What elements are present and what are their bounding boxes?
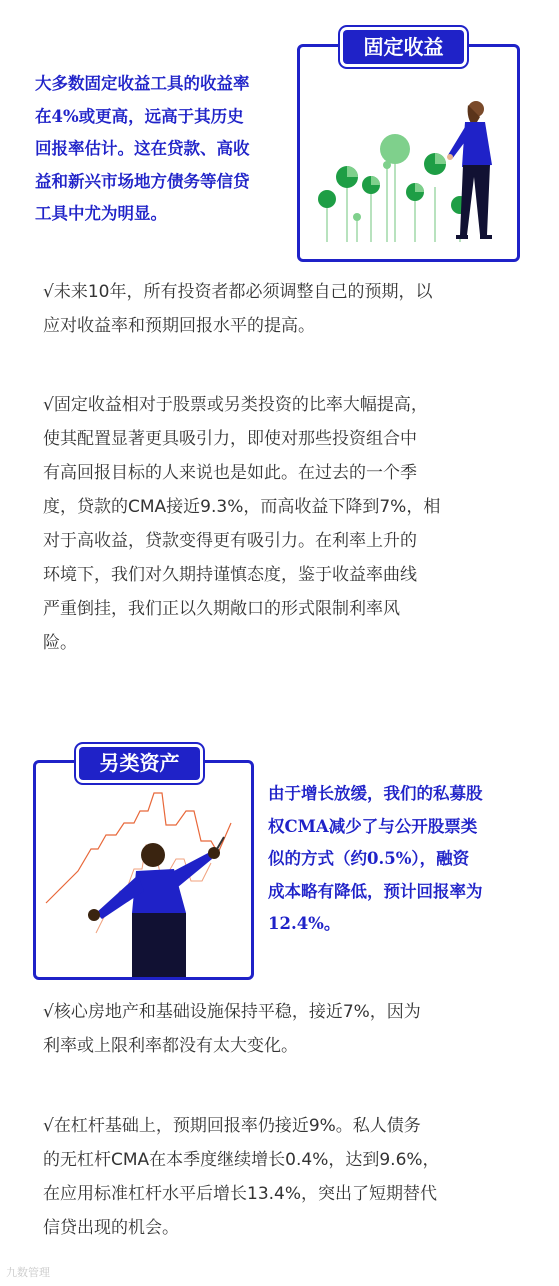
paragraph-line: 使其配置显著更具吸引力，即使对那些投资组合中 xyxy=(43,429,417,449)
paragraph-line: 应对收益率和预期回报水平的提高。 xyxy=(43,316,315,336)
summary-line: 成本略有降低，预计回报率为 xyxy=(268,881,483,901)
paragraph-line: 险。 xyxy=(43,633,77,653)
paragraph-line: 信贷出现的机会。 xyxy=(43,1218,179,1238)
summary-line: 益和新兴市场地方债务等信贷 xyxy=(35,171,250,191)
paragraph-line: 度，贷款的CMA接近9.3%，而高收益下降到7%，相 xyxy=(43,497,441,517)
fixed-income-illustration-frame xyxy=(297,44,520,262)
paragraph-line: 利率或上限利率都没有太大变化。 xyxy=(43,1036,298,1056)
paragraph-real-estate xyxy=(43,995,521,1063)
paragraph-line: 环境下，我们对久期持谨慎态度，鉴于收益率曲线 xyxy=(43,565,417,585)
section-tag-fixed-income: 固定收益 xyxy=(343,30,464,64)
section-tag-alternatives: 另类资产 xyxy=(79,747,200,780)
summary-line: 工具中尤为明显。 xyxy=(35,204,167,223)
summary-line: 由于增长放缓，我们的私募股 xyxy=(268,784,483,803)
man-drawing-chart-illustration xyxy=(36,763,251,977)
fixed-income-summary xyxy=(35,68,297,231)
summary-line: 大多数固定收益工具的收益率 xyxy=(35,74,250,93)
paragraph-line: 严重倒挂，我们正以久期敞口的形式限制利率风 xyxy=(43,599,400,619)
alternatives-illustration-frame xyxy=(33,760,254,980)
summary-line: 回报率估计。这在贷款、高收 xyxy=(35,139,250,158)
summary-line: 12.4%。 xyxy=(268,914,341,933)
paragraph-line: √核心房地产和基础设施保持平稳，接近7%，因为 xyxy=(43,1002,421,1022)
summary-line: 似的方式（约0.5%），融资 xyxy=(268,849,470,868)
summary-line: 在4%或更高，远高于其历史 xyxy=(35,106,244,126)
woman-with-chart-illustration xyxy=(300,47,517,259)
summary-line: 权CMA减少了与公开股票类 xyxy=(268,816,478,836)
paragraph-line: 有高回报目标的人来说也是如此。在过去的一个季 xyxy=(43,463,417,483)
paragraph-line: √固定收益相对于股票或另类投资的比率大幅提高， xyxy=(43,395,428,415)
paragraph-fixed-income-detail xyxy=(43,388,521,660)
paragraph-line: √未来10年，所有投资者都必须调整自己的预期，以 xyxy=(43,282,433,302)
alternatives-summary xyxy=(268,778,538,941)
paragraph-line: 对于高收益，贷款变得更有吸引力。在利率上升的 xyxy=(43,531,417,551)
paragraph-line: 在应用标准杠杆水平后增长13.4%，突出了短期替代 xyxy=(43,1184,438,1204)
paragraph-line: 的无杠杆CMA在本季度继续增长0.4%，达到9.6%， xyxy=(43,1150,440,1170)
watermark: 九数管理 xyxy=(6,1266,50,1279)
paragraph-private-debt xyxy=(43,1109,521,1245)
paragraph-line: √在杠杆基础上，预期回报率仍接近9%。私人债务 xyxy=(43,1116,421,1136)
paragraph-outlook xyxy=(43,275,521,343)
